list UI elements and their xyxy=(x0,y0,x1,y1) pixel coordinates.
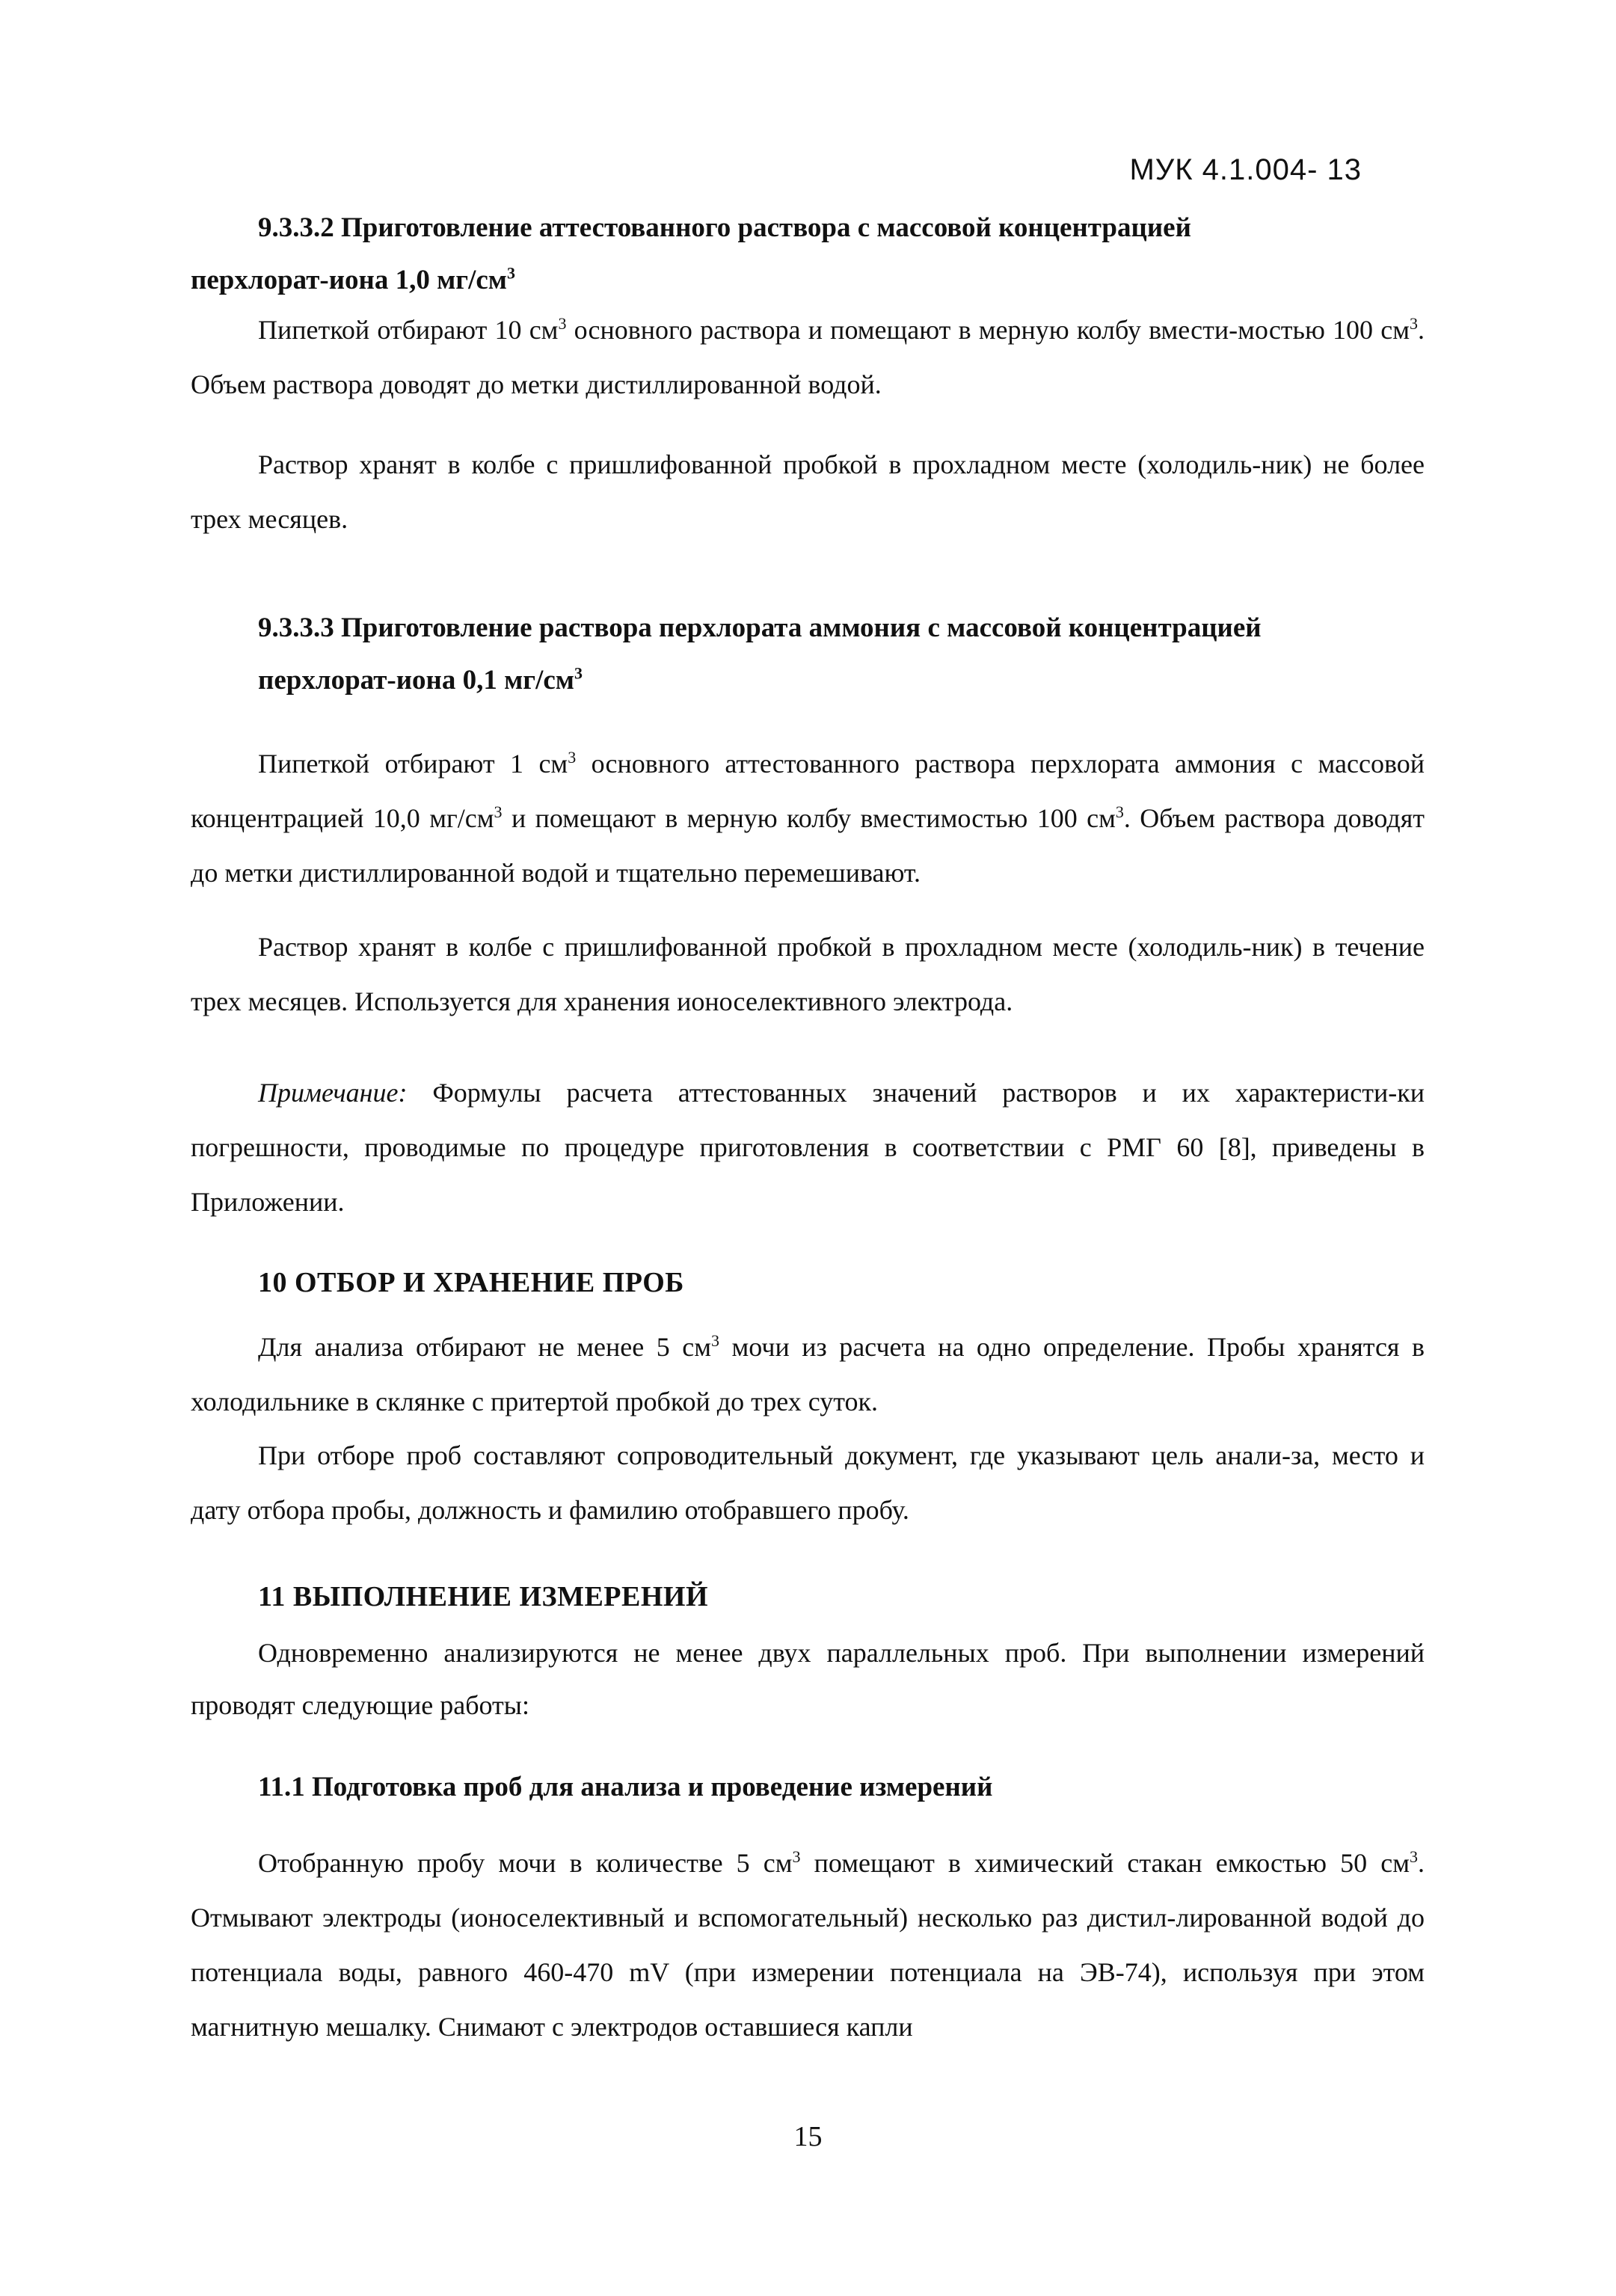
document-code: МУК 4.1.004- 13 xyxy=(1129,153,1362,186)
paragraph: Пипеткой отбирают 10 $см^3$ основного раствора и помещают в мерную колбу вмести-мостью 100 $см^3$. Объем раствора доводят до метки дистиллированной водой. xyxy=(191,314,1425,399)
paragraph: Для анализа отбирают не менее 5 $см^3$ мочи из расчета на одно определение. Пробы хранятся в холодильнике в склянке с притертой пробкой до трех суток. xyxy=(191,1331,1425,1416)
section-heading xyxy=(191,202,1425,307)
paragraph: Раствор хранят в колбе с пришлифованной пробкой в прохладном месте (холодиль-ник) в течение трех месяцев. Используется для хранения ионоселективного электрода. xyxy=(191,932,1425,1016)
section-heading: 11.1 Подготовка проб для анализа и проведение измерений xyxy=(258,1772,993,1802)
section-9-3-3-2 xyxy=(191,202,1425,307)
section-heading xyxy=(191,602,1425,707)
section-11 xyxy=(191,1571,1425,1623)
paragraph: Одновременно анализируются не менее двух параллельных проб. При выполнении измерений проводят следующие работы: xyxy=(191,1638,1425,1720)
note: Примечание: Формулы расчета аттестованных значений растворов и их характеристи-ки погрешности, проводимые по процедуре приготовления в соответствии с РМГ 60 [8], приведены в Приложении. xyxy=(191,1078,1425,1217)
paragraph: Пипеткой отбирают 1 $см^3$ основного аттестованного раствора перхлората аммония с массовой концентрацией 10,0 $мг/см^3$ и помещают в мерную колбу вместимостью 100 $см^3$. Объем раствора доводят до метки дистиллированной водой и тщательно перемешивают. xyxy=(191,748,1425,888)
section-heading: 10 ОТБОР И ХРАНЕНИЕ ПРОБ xyxy=(258,1267,684,1298)
superscript: 3 xyxy=(507,263,515,283)
heading-line-2: перхлорат-иона 1,0 мг/см xyxy=(191,265,507,295)
section-heading: 11 ВЫПОЛНЕНИЕ ИЗМЕРЕНИЙ xyxy=(258,1581,709,1612)
heading-line-2: перхлорат-иона 0,1 мг/см xyxy=(258,665,574,696)
page-number: 15 xyxy=(793,2121,823,2152)
paragraph: Раствор хранят в колбе с пришлифованной пробкой в прохладном месте (холодиль-ник) не более трех месяцев. xyxy=(191,449,1425,534)
section-9-3-3-3 xyxy=(191,602,1425,707)
section-10 xyxy=(191,1256,1425,1309)
section-11-1 xyxy=(191,1761,1425,1814)
heading-line-1: 9.3.3.3 Приготовление раствора перхлората аммония с массовой концентрацией xyxy=(258,613,1262,643)
heading-line-1: 9.3.3.2 Приготовление аттестованного раствора с массовой концентрацией xyxy=(258,212,1191,243)
paragraph: Отобранную пробу мочи в количестве 5 $см^3$ помещают в химический стакан емкостью 50 $см^3$. Отмывают электроды (ионоселективный и вспомогательный) несколько раз дистил-лированной водой до потенциала воды, равного 460-470 mV (при измерении потенциала на ЭВ-74), используя при этом магнитную мешалку. Снимают с электродов оставшиеся капли xyxy=(191,1847,1425,2042)
paragraph: При отборе проб составляют сопроводительный документ, где указывают цель анали-за, место и дату отбора пробы, должность и фамилию отобравшего пробу. xyxy=(191,1440,1425,1525)
superscript: 3 xyxy=(574,663,583,683)
note-label: Примечание: xyxy=(258,1078,408,1108)
